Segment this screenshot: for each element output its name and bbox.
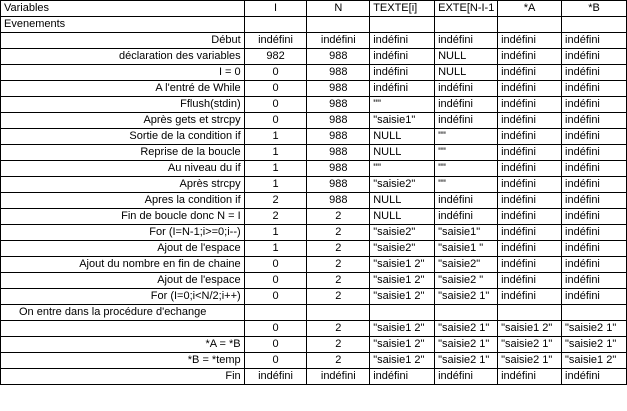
table-row xyxy=(1,113,627,129)
value-cell[interactable]: indéfini xyxy=(498,81,562,97)
value-cell[interactable]: "saisie2 " xyxy=(435,273,498,289)
value-cell[interactable]: "" xyxy=(435,177,498,193)
value-cell[interactable]: "" xyxy=(435,145,498,161)
value-cell[interactable]: 988 xyxy=(307,81,370,97)
event-cell[interactable] xyxy=(1,321,245,337)
value-cell[interactable]: indéfini xyxy=(498,113,562,129)
value-cell[interactable]: indéfini xyxy=(562,129,627,145)
value-cell[interactable]: indéfini xyxy=(370,49,435,65)
event-cell[interactable]: I = 0 xyxy=(1,65,245,81)
value-cell[interactable]: 988 xyxy=(307,49,370,65)
value-cell[interactable]: indéfini xyxy=(562,289,627,305)
value-cell[interactable]: "saisie1 2" xyxy=(498,321,562,337)
value-cell[interactable]: "saisie2" xyxy=(370,225,435,241)
value-cell[interactable]: "saisie2 1" xyxy=(562,321,627,337)
value-cell[interactable]: indéfini xyxy=(498,289,562,305)
column-header-n[interactable]: N xyxy=(307,1,370,17)
value-cell[interactable]: indéfini xyxy=(562,97,627,113)
value-cell[interactable]: indéfini xyxy=(498,241,562,257)
event-cell[interactable]: Ajout de l'espace xyxy=(1,241,245,257)
value-cell[interactable]: indéfini xyxy=(498,145,562,161)
value-cell[interactable]: 2 xyxy=(307,337,370,353)
column-header-texte-i[interactable]: TEXTE[i] xyxy=(370,1,435,17)
value-cell[interactable]: indéfini xyxy=(562,65,627,81)
event-cell[interactable]: déclaration des variables xyxy=(1,49,245,65)
value-cell[interactable]: 0 xyxy=(244,353,307,369)
value-cell[interactable]: 988 xyxy=(307,193,370,209)
value-cell[interactable]: 1 xyxy=(244,145,307,161)
event-cell[interactable]: Ajout du nombre en fin de chaine xyxy=(1,257,245,273)
value-cell[interactable]: 2 xyxy=(307,273,370,289)
value-cell[interactable]: indéfini xyxy=(244,33,307,49)
value-cell[interactable]: "saisie2 1" xyxy=(498,337,562,353)
value-cell[interactable] xyxy=(307,305,370,321)
event-cell[interactable]: Fflush(stdin) xyxy=(1,97,245,113)
value-cell[interactable]: indéfini xyxy=(562,145,627,161)
value-cell[interactable] xyxy=(244,305,307,321)
value-cell[interactable]: indéfini xyxy=(498,161,562,177)
value-cell[interactable]: indéfini xyxy=(498,33,562,49)
value-cell[interactable]: 1 xyxy=(244,177,307,193)
value-cell[interactable] xyxy=(370,305,435,321)
table-row xyxy=(1,257,627,273)
value-cell[interactable]: "saisie2 1" xyxy=(435,337,498,353)
table-row xyxy=(1,193,627,209)
table-row xyxy=(1,97,627,113)
table-row xyxy=(1,49,627,65)
value-cell[interactable]: indéfini xyxy=(435,33,498,49)
event-cell[interactable]: Apres la condition if xyxy=(1,193,245,209)
value-cell[interactable]: 988 xyxy=(307,145,370,161)
value-cell[interactable]: "saisie1" xyxy=(435,225,498,241)
value-cell[interactable]: 0 xyxy=(244,81,307,97)
value-cell[interactable]: indéfini xyxy=(562,209,627,225)
evenements-row xyxy=(1,17,627,33)
table-row xyxy=(1,145,627,161)
value-cell[interactable]: indéfini xyxy=(435,209,498,225)
value-cell[interactable]: indéfini xyxy=(562,113,627,129)
table-row xyxy=(1,289,627,305)
value-cell[interactable]: 0 xyxy=(244,289,307,305)
value-cell[interactable]: 2 xyxy=(307,209,370,225)
value-cell[interactable]: indéfini xyxy=(498,193,562,209)
value-cell[interactable]: indéfini xyxy=(435,369,498,385)
value-cell[interactable]: "" xyxy=(370,161,435,177)
value-cell[interactable]: indéfini xyxy=(244,369,307,385)
event-cell[interactable]: *B = *temp xyxy=(1,353,245,369)
table-row xyxy=(1,161,627,177)
value-cell[interactable]: indéfini xyxy=(498,65,562,81)
value-cell[interactable]: 988 xyxy=(307,97,370,113)
value-cell[interactable]: 988 xyxy=(307,113,370,129)
value-cell[interactable]: 2 xyxy=(307,241,370,257)
table-row xyxy=(1,177,627,193)
value-cell[interactable]: 2 xyxy=(307,289,370,305)
table-row xyxy=(1,209,627,225)
value-cell[interactable] xyxy=(498,305,562,321)
value-cell[interactable]: "saisie2 1" xyxy=(435,321,498,337)
value-cell[interactable]: indéfini xyxy=(562,33,627,49)
column-header-b[interactable]: *B xyxy=(562,1,627,17)
value-cell[interactable]: 1 xyxy=(244,161,307,177)
value-cell[interactable]: "saisie2 1" xyxy=(435,353,498,369)
table-row xyxy=(1,321,627,337)
value-cell[interactable]: NULL xyxy=(370,129,435,145)
value-cell[interactable]: indéfini xyxy=(498,273,562,289)
value-cell[interactable]: indéfini xyxy=(435,81,498,97)
value-cell[interactable]: NULL xyxy=(370,209,435,225)
value-cell[interactable]: 1 xyxy=(244,225,307,241)
value-cell[interactable]: indéfini xyxy=(498,49,562,65)
value-cell[interactable]: indéfini xyxy=(498,257,562,273)
table-cell[interactable] xyxy=(435,17,498,33)
value-cell[interactable]: indéfini xyxy=(562,81,627,97)
value-cell[interactable]: "saisie2" xyxy=(370,241,435,257)
event-cell[interactable]: For (I=0;i<N/2;i++) xyxy=(1,289,245,305)
value-cell[interactable]: 2 xyxy=(244,193,307,209)
column-header-a[interactable]: *A xyxy=(498,1,562,17)
table-cell[interactable] xyxy=(370,17,435,33)
table-row xyxy=(1,81,627,97)
event-cell[interactable]: Début xyxy=(1,33,245,49)
column-header-texte-n-i-1[interactable]: EXTE[N-I-1 xyxy=(435,1,498,17)
evenements-header[interactable]: Evenements xyxy=(1,17,245,33)
event-cell[interactable]: Ajout de l'espace xyxy=(1,273,245,289)
value-cell[interactable]: 982 xyxy=(244,49,307,65)
table-row xyxy=(1,225,627,241)
event-cell[interactable]: Au niveau du if xyxy=(1,161,245,177)
value-cell[interactable]: 1 xyxy=(244,241,307,257)
event-cell[interactable]: For (I=N-1;i>=0;i--) xyxy=(1,225,245,241)
table-row xyxy=(1,65,627,81)
event-cell[interactable]: Fin xyxy=(1,369,245,385)
value-cell[interactable]: 0 xyxy=(244,321,307,337)
value-cell[interactable]: indéfini xyxy=(307,369,370,385)
table-cell[interactable] xyxy=(498,17,562,33)
value-cell[interactable]: indéfini xyxy=(370,369,435,385)
value-cell[interactable]: indéfini xyxy=(435,193,498,209)
value-cell[interactable]: "saisie1 2" xyxy=(562,353,627,369)
event-cell[interactable]: A l'entré de While xyxy=(1,81,245,97)
value-cell[interactable]: 0 xyxy=(244,273,307,289)
value-cell[interactable]: "saisie2 1" xyxy=(562,337,627,353)
value-cell[interactable]: 1 xyxy=(244,129,307,145)
value-cell[interactable]: indéfini xyxy=(498,97,562,113)
value-cell[interactable]: "saisie1 " xyxy=(435,241,498,257)
value-cell[interactable]: indéfini xyxy=(370,65,435,81)
value-cell[interactable]: "saisie2 1" xyxy=(498,353,562,369)
value-cell[interactable]: 2 xyxy=(307,257,370,273)
value-cell[interactable] xyxy=(562,305,627,321)
value-cell[interactable]: 2 xyxy=(307,353,370,369)
value-cell[interactable]: indéfini xyxy=(498,209,562,225)
table-cell[interactable] xyxy=(244,17,307,33)
value-cell[interactable]: "saisie2" xyxy=(435,257,498,273)
value-cell[interactable]: indéfini xyxy=(498,177,562,193)
value-cell[interactable]: indéfini xyxy=(307,33,370,49)
table-row xyxy=(1,241,627,257)
trace-table-body xyxy=(1,1,627,385)
value-cell[interactable]: "" xyxy=(370,97,435,113)
table-row xyxy=(1,369,627,385)
value-cell[interactable]: indéfini xyxy=(370,81,435,97)
value-cell[interactable]: "saisie1" xyxy=(370,113,435,129)
header-row xyxy=(1,1,627,17)
value-cell[interactable]: "saisie1 2" xyxy=(370,257,435,273)
event-cell[interactable]: On entre dans la procédure d'echange xyxy=(1,305,245,321)
value-cell[interactable]: "" xyxy=(435,161,498,177)
value-cell[interactable]: indéfini xyxy=(562,193,627,209)
event-cell[interactable]: Après gets et strcpy xyxy=(1,113,245,129)
value-cell[interactable]: 0 xyxy=(244,65,307,81)
value-cell[interactable]: 988 xyxy=(307,177,370,193)
value-cell[interactable]: "saisie2 1" xyxy=(435,289,498,305)
event-cell[interactable]: Sortie de la condition if xyxy=(1,129,245,145)
value-cell[interactable]: "saisie2" xyxy=(370,177,435,193)
value-cell[interactable]: indéfini xyxy=(498,225,562,241)
value-cell[interactable]: 2 xyxy=(307,321,370,337)
value-cell[interactable]: NULL xyxy=(435,65,498,81)
value-cell[interactable]: indéfini xyxy=(562,161,627,177)
value-cell[interactable]: 0 xyxy=(244,97,307,113)
value-cell[interactable]: indéfini xyxy=(370,33,435,49)
value-cell[interactable]: 0 xyxy=(244,337,307,353)
table-row xyxy=(1,337,627,353)
value-cell[interactable]: NULL xyxy=(435,49,498,65)
event-cell[interactable]: Fin de boucle donc N = I xyxy=(1,209,245,225)
value-cell[interactable]: "" xyxy=(435,129,498,145)
event-cell[interactable]: Après strcpy xyxy=(1,177,245,193)
value-cell[interactable]: indéfini xyxy=(435,97,498,113)
table-row xyxy=(1,273,627,289)
event-cell[interactable]: *A = *B xyxy=(1,337,245,353)
variables-header[interactable]: Variables xyxy=(1,1,245,17)
table-cell[interactable] xyxy=(562,17,627,33)
value-cell[interactable]: 2 xyxy=(307,225,370,241)
value-cell[interactable]: 0 xyxy=(244,113,307,129)
table-row xyxy=(1,305,627,321)
value-cell[interactable]: "saisie1 2" xyxy=(370,337,435,353)
column-header-i[interactable]: I xyxy=(244,1,307,17)
value-cell[interactable]: 2 xyxy=(244,209,307,225)
value-cell[interactable]: 988 xyxy=(307,129,370,145)
value-cell[interactable]: indéfini xyxy=(562,177,627,193)
value-cell[interactable]: indéfini xyxy=(562,257,627,273)
value-cell[interactable]: "saisie1 2" xyxy=(370,321,435,337)
value-cell[interactable]: "saisie1 2" xyxy=(370,289,435,305)
table-row xyxy=(1,129,627,145)
value-cell[interactable] xyxy=(435,305,498,321)
value-cell[interactable]: indéfini xyxy=(562,49,627,65)
value-cell[interactable]: 988 xyxy=(307,161,370,177)
value-cell[interactable]: indéfini xyxy=(562,225,627,241)
table-cell[interactable] xyxy=(307,17,370,33)
value-cell[interactable]: indéfini xyxy=(562,369,627,385)
event-cell[interactable]: Reprise de la boucle xyxy=(1,145,245,161)
value-cell[interactable]: "saisie1 2" xyxy=(370,353,435,369)
table-row xyxy=(1,33,627,49)
table-row xyxy=(1,353,627,369)
value-cell[interactable]: "saisie1 2" xyxy=(370,273,435,289)
value-cell[interactable]: indéfini xyxy=(562,241,627,257)
value-cell[interactable]: indéfini xyxy=(498,129,562,145)
value-cell[interactable]: 988 xyxy=(307,65,370,81)
value-cell[interactable]: NULL xyxy=(370,145,435,161)
value-cell[interactable]: indéfini xyxy=(498,369,562,385)
value-cell[interactable]: indéfini xyxy=(435,113,498,129)
value-cell[interactable]: NULL xyxy=(370,193,435,209)
value-cell[interactable]: indéfini xyxy=(562,273,627,289)
value-cell[interactable]: 0 xyxy=(244,257,307,273)
